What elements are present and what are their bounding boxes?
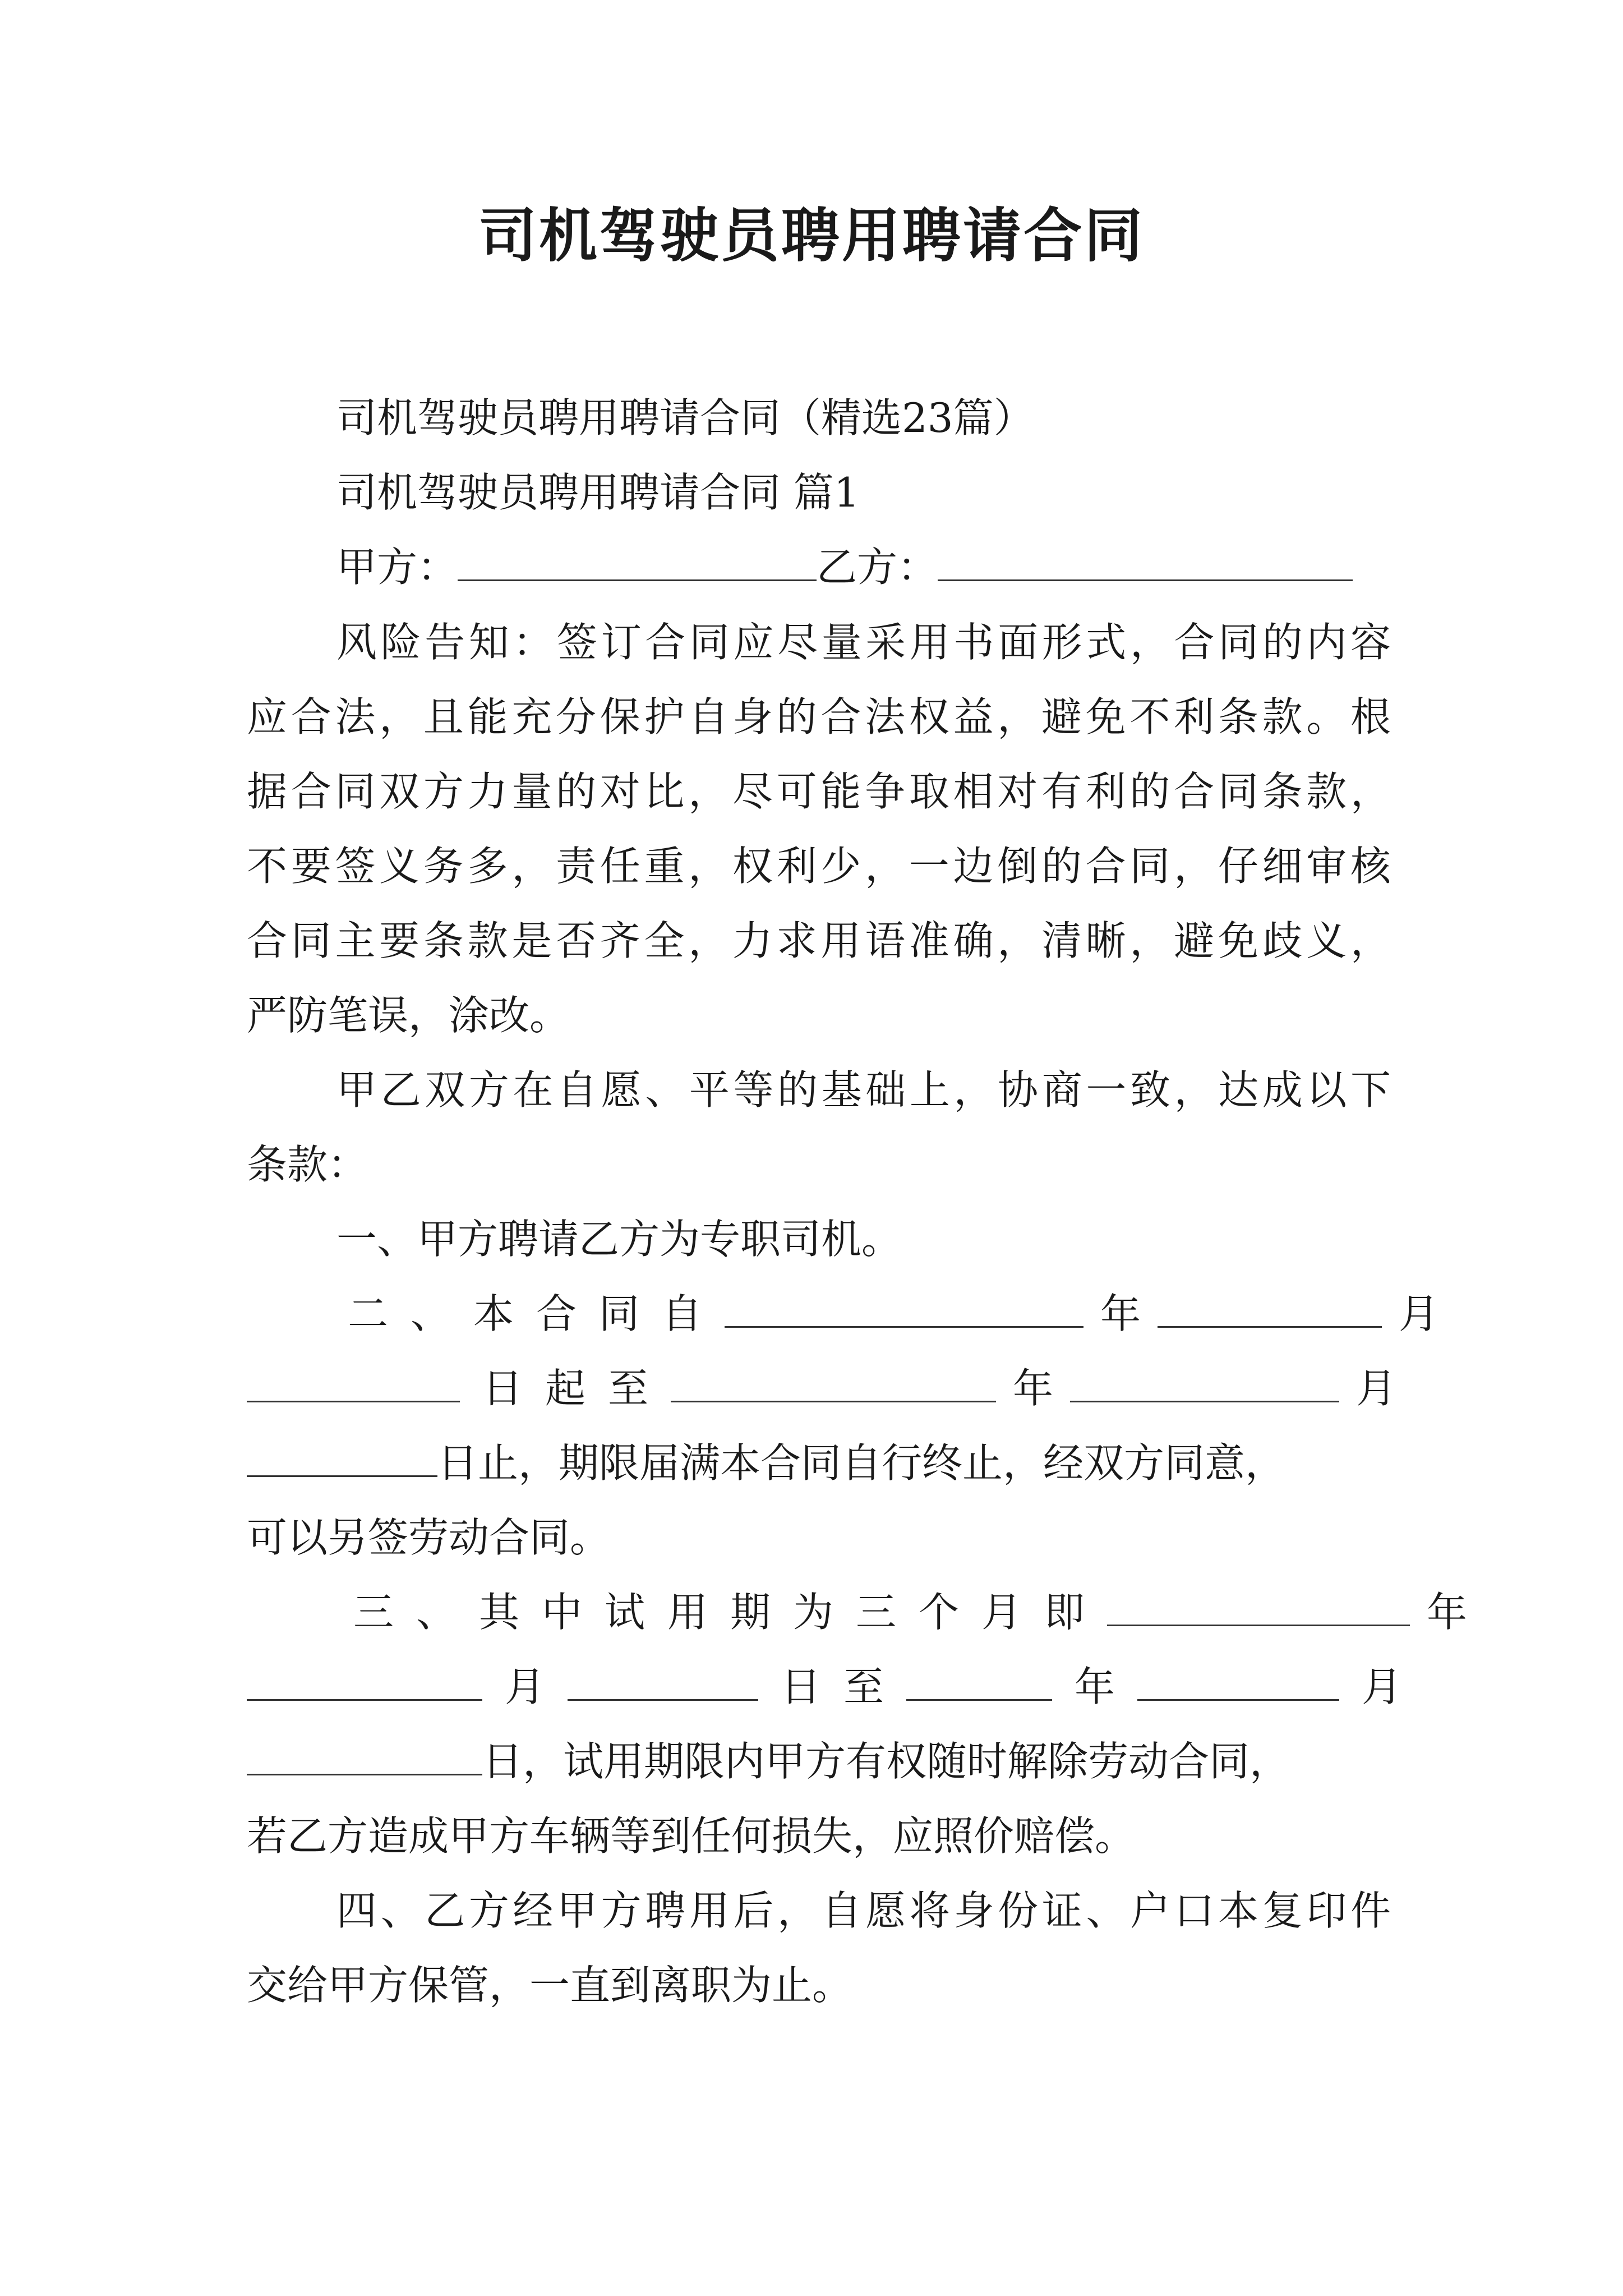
subtitle: 司机驾驶员聘用聘请合同（精选23篇） (336, 394, 1034, 441)
clause-3-line-4: 若乙方造成甲方车辆等到任何损失，应照价赔偿。 (247, 1812, 1136, 1860)
clause-2-end-month-blank (1070, 1361, 1339, 1402)
risk-line-5: 合同主要条款是否齐全，力求用语准确，清晰，避免歧义， (247, 917, 1391, 964)
risk-line-1: 风险告知：签订合同应尽量采用书面形式，合同的内容 (336, 619, 1391, 666)
clause-3-start: 三、其中试用期为三个月即 (353, 1589, 1108, 1636)
clause-2-start-year-blank (725, 1287, 1083, 1328)
document-title: 司机驾驶员聘用聘请合同 (478, 201, 1145, 270)
clause-3-line-3 (247, 1731, 1391, 1792)
parties-line (336, 536, 1391, 598)
risk-line-4: 不要签义务多，责任重，权利少，一边倒的合同，仔细审核 (247, 843, 1391, 890)
clause-3-start-year-blank (1107, 1585, 1410, 1626)
clause-2-end-text: 日止，期限届满本合同自行终止，经双方同意， (437, 1439, 1286, 1487)
clause-2-day-from: 日起至 (482, 1365, 671, 1412)
risk-line-2: 应合法，且能充分保护自身的合法权益，避免不利条款。根 (247, 693, 1391, 740)
clause-2-start-month-blank (1158, 1287, 1382, 1328)
clause-2-line-1 (348, 1283, 1440, 1345)
clause-2-end-year-blank (671, 1361, 996, 1402)
party-a-label: 甲方： (336, 544, 458, 591)
clause-3-end-year-label: 年 (1075, 1663, 1115, 1710)
party-a-blank (458, 540, 817, 581)
risk-line-6: 严防笔误，涂改。 (247, 992, 570, 1039)
clause-2-year-label: 年 (1100, 1290, 1141, 1337)
clause-3-end-year-blank (906, 1660, 1052, 1701)
clause-3-end-text: 日，试用期限内甲方有权随时解除劳动合同， (482, 1738, 1290, 1785)
clause-2-end-day-blank (247, 1436, 437, 1477)
clause-3-line-1 (353, 1581, 1468, 1643)
party-b-blank (938, 540, 1353, 581)
clause-2-line-4: 可以另签劳动合同。 (247, 1514, 611, 1561)
clause-4-line-1: 四、乙方经甲方聘用后，自愿将身份证、户口本复印件 (336, 1887, 1391, 1934)
clause-3-day-to: 日至 (781, 1663, 907, 1710)
clause-2-end-month-label: 月 (1356, 1365, 1397, 1412)
party-b-label: 乙方： (817, 544, 938, 591)
clause-3-year-label: 年 (1427, 1589, 1468, 1636)
intro-line-1: 甲乙双方在自愿、平等的基础上，协商一致，达成以下 (336, 1066, 1391, 1114)
clause-3-start-month-blank (247, 1660, 482, 1701)
clause-4-line-2: 交给甲方保管，一直到离职为止。 (247, 1962, 853, 2009)
clause-3-month-label: 月 (505, 1663, 546, 1710)
section-heading: 司机驾驶员聘用聘请合同 篇1 (336, 469, 860, 516)
clause-3-line-2 (247, 1656, 1403, 1718)
clause-2-line-3 (247, 1432, 1391, 1494)
clause-2-line-2 (247, 1358, 1397, 1419)
clause-3-end-month-label: 月 (1362, 1663, 1403, 1710)
clause-1: 一、甲方聘请乙方为专职司机。 (336, 1216, 902, 1263)
clause-2-start: 二、本合同自 (348, 1290, 725, 1337)
clause-2-start-day-blank (247, 1361, 460, 1402)
clause-3-end-day-blank (247, 1734, 482, 1775)
risk-line-3: 据合同双方力量的对比，尽可能争取相对有利的合同条款， (247, 768, 1391, 815)
clause-3-start-day-blank (568, 1660, 758, 1701)
clause-2-end-year-label: 年 (1013, 1365, 1054, 1412)
intro-line-2: 条款： (247, 1141, 368, 1188)
clause-3-end-month-blank (1137, 1660, 1339, 1701)
clause-2-month-label: 月 (1399, 1290, 1440, 1337)
